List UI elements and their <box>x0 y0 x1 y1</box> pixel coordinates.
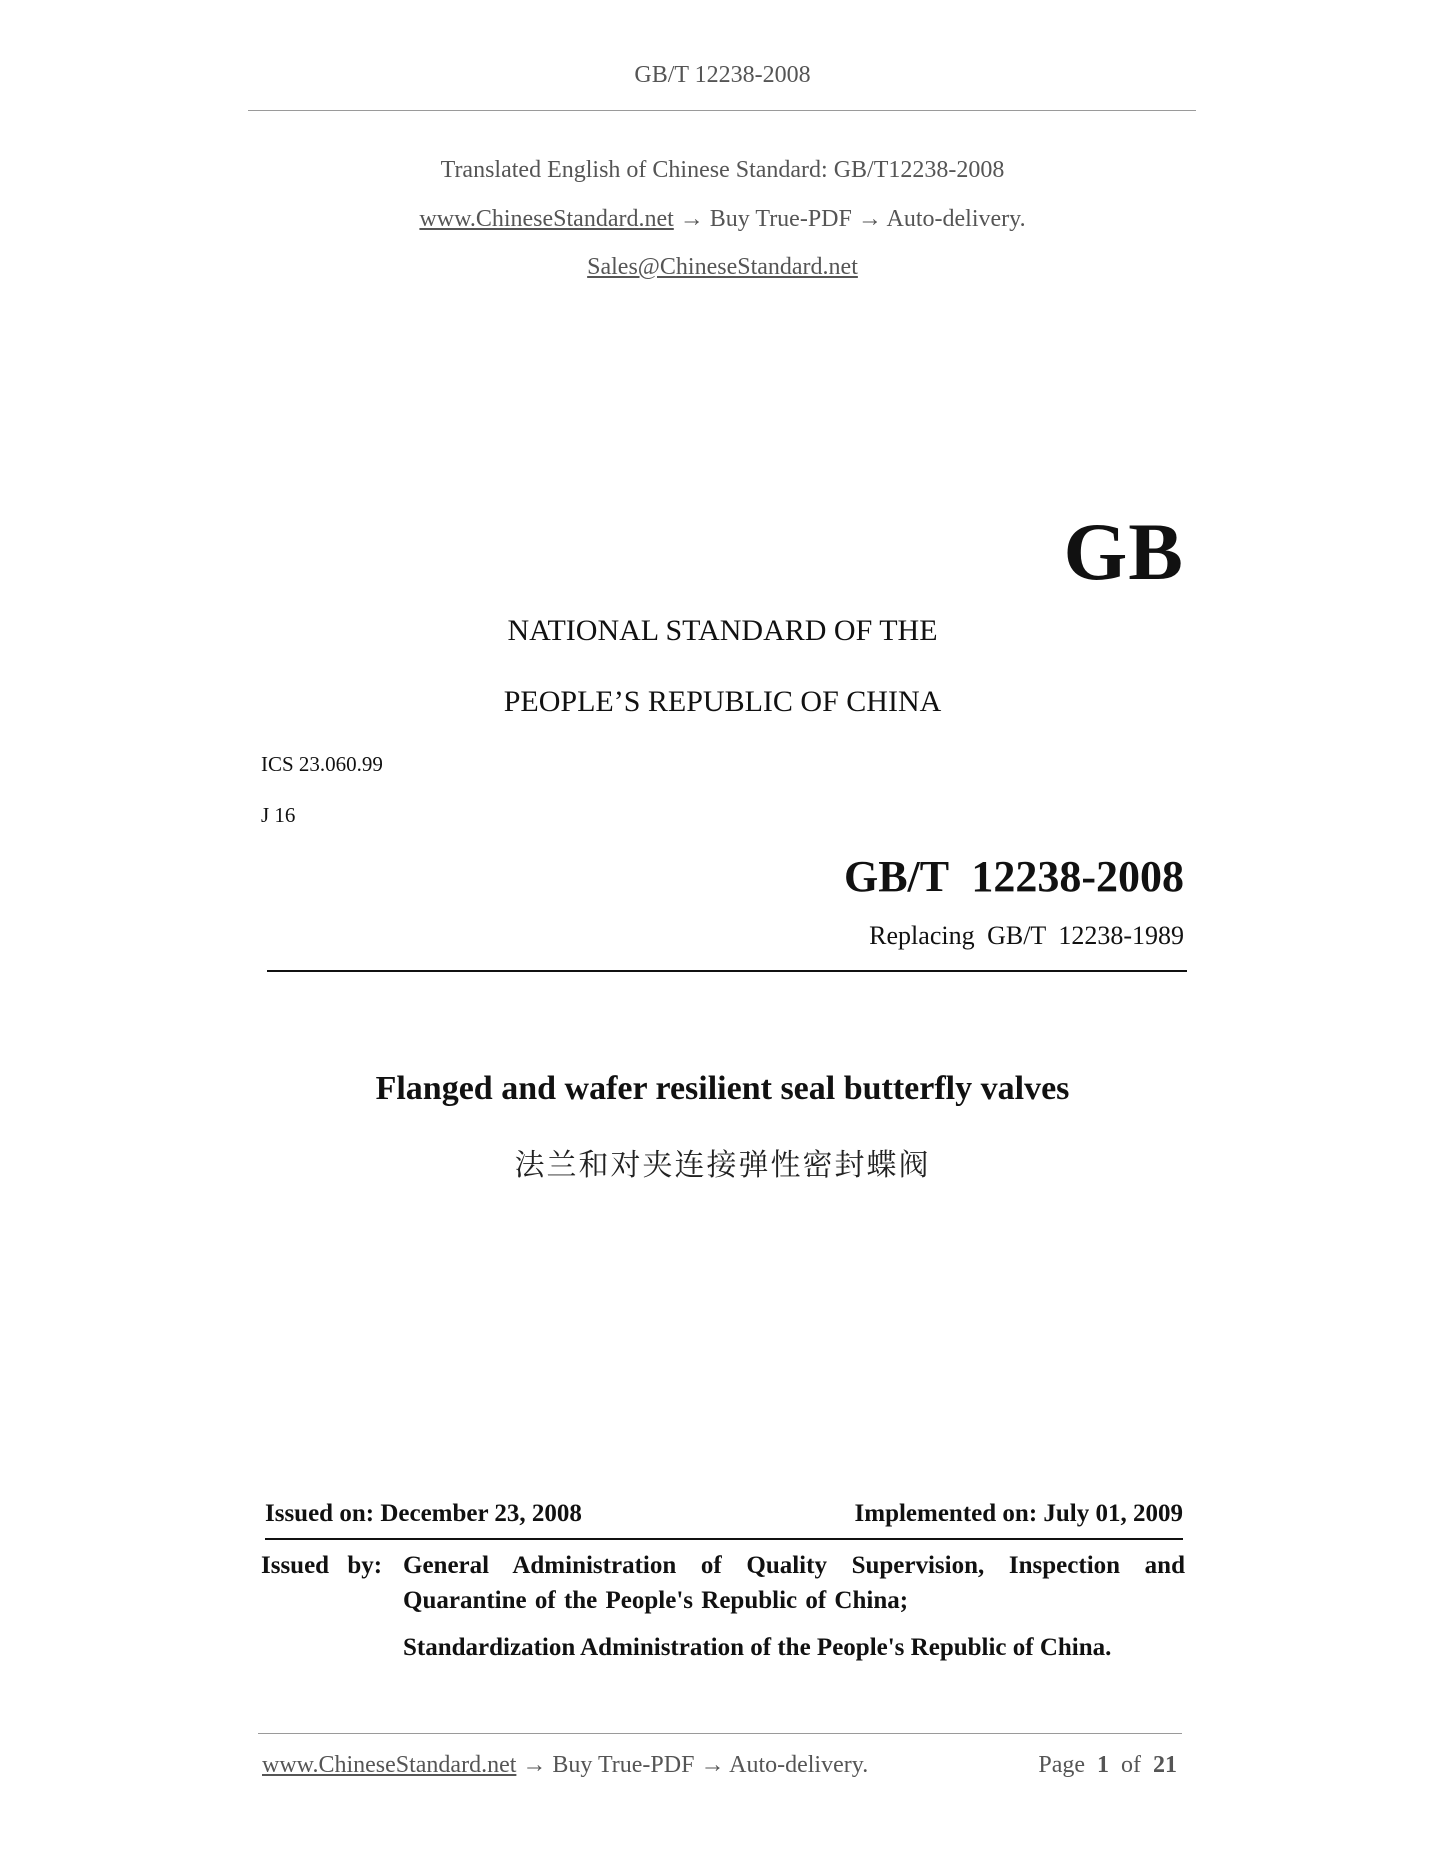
purchase-line <box>0 206 1445 233</box>
page-indicator <box>1038 1752 1177 1779</box>
footer-divider <box>258 1733 1182 1734</box>
site-link[interactable]: www.ChineseStandard.net <box>419 206 674 232</box>
issued-on-date: Issued on: December 23, 2008 <box>265 1500 582 1527</box>
running-header: GB/T 12238-2008 <box>634 62 811 88</box>
standard-title-english: Flanged and wafer resilient seal butterfly valves <box>375 1070 1070 1107</box>
ccs-code: J 16 <box>261 803 296 827</box>
standard-number: GB/T 12238-2008 <box>843 852 1184 901</box>
country-heading: PEOPLE’S REPUBLIC OF CHINA <box>503 685 942 718</box>
national-standard-heading: NATIONAL STANDARD OF THE <box>507 614 938 647</box>
replacing-standard: Replacing GB/T 12238-1989 <box>869 921 1184 950</box>
footer-purchase-text: → Buy True-PDF → Auto-delivery. <box>516 1752 869 1778</box>
footer-purchase-line <box>262 1752 868 1779</box>
ics-code: ICS 23.060.99 <box>261 752 383 776</box>
page-number: 1 <box>1097 1752 1109 1778</box>
page-label: Page <box>1038 1752 1085 1778</box>
sales-email-line <box>0 254 1445 281</box>
purchase-text: → Buy True-PDF → Auto-delivery. <box>673 206 1026 232</box>
implemented-on-date: Implemented on: July 01, 2009 <box>854 1500 1183 1527</box>
standard-title-chinese: 法兰和对夹连接弹性密封蝶阀 <box>514 1148 931 1183</box>
sales-email-link[interactable]: Sales@ChineseStandard.net <box>587 254 858 280</box>
title-divider <box>267 970 1187 972</box>
gb-mark: GB <box>1063 506 1184 597</box>
footer-site-link[interactable]: www.ChineseStandard.net <box>262 1752 517 1778</box>
dates-divider <box>265 1538 1183 1540</box>
page-total: 21 <box>1153 1752 1177 1778</box>
header-divider <box>248 110 1196 111</box>
issued-by-label: Issued by: <box>261 1552 383 1579</box>
issuer-sac: Standardization Administration of the People's Republic of China. <box>403 1634 1112 1661</box>
translation-notice: Translated English of Chinese Standard: GB/T12238-2008 <box>440 157 1005 183</box>
issuer-aqsiq: General Administration of Quality Supervision, Inspection and Quarantine of the People's Republic of China; <box>403 1552 1185 1614</box>
of-label: of <box>1121 1752 1141 1778</box>
